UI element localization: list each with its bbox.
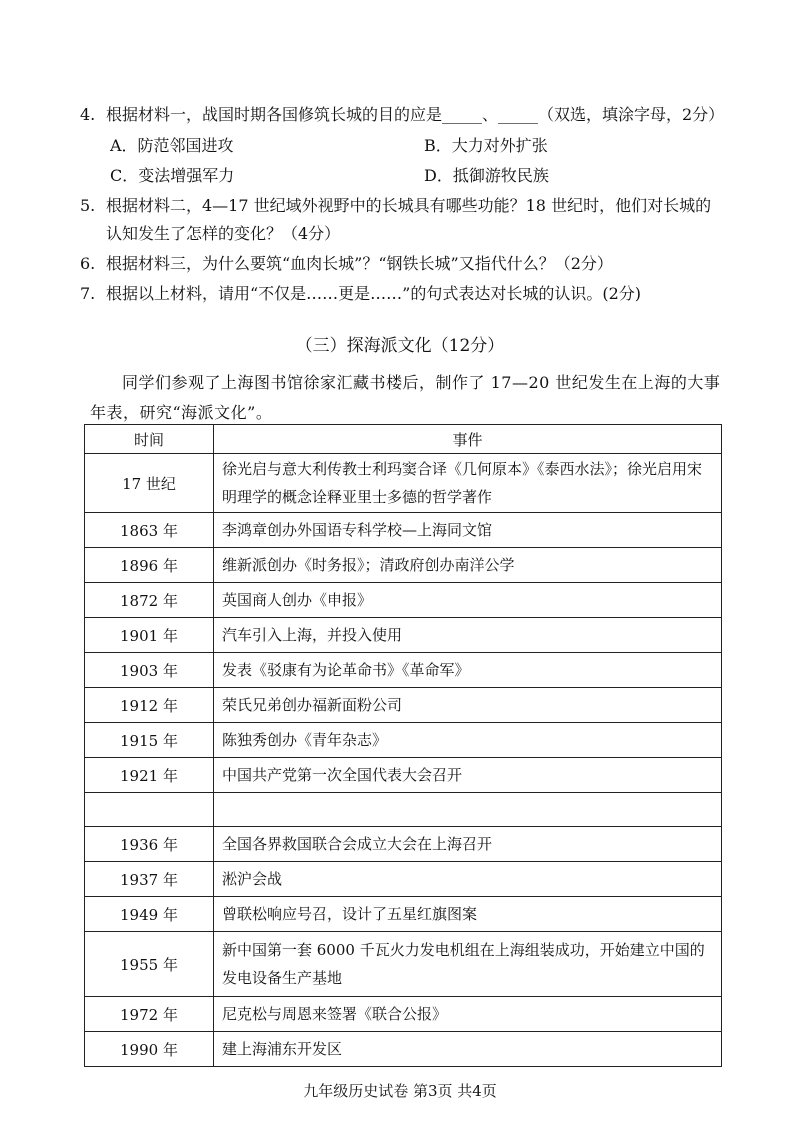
question-text: 根据以上材料，请用“不仅是……更是……”的句式表达对长城的认识。(2分)	[106, 284, 642, 303]
row-event	[214, 793, 722, 827]
question-6	[80, 250, 730, 278]
row-event: 陈独秀创办《青年杂志》	[214, 723, 722, 758]
table-row	[85, 897, 722, 932]
row-event: 建上海浦东开发区	[214, 1032, 722, 1067]
option-c: C．变法增强军力	[110, 166, 235, 185]
row-time: 1955 年	[85, 932, 214, 997]
row-time: 1972 年	[85, 997, 214, 1032]
section-title: （三）探海派文化（12分）	[295, 336, 505, 356]
header-time: 时间	[85, 425, 214, 454]
table-row	[85, 583, 722, 618]
events-table	[84, 424, 722, 1067]
page-footer: 九年级历史试卷 第3页 共4页	[303, 1082, 497, 1100]
row-event: 维新派创办《时务报》；清政府创办南洋公学	[214, 548, 722, 583]
row-event: 全国各界救国联合会成立大会在上海召开	[214, 827, 722, 862]
option-d: D．抵御游牧民族	[424, 166, 549, 185]
row-time: 1863 年	[85, 513, 214, 548]
row-event: 中国共产党第一次全国代表大会召开	[214, 758, 722, 793]
row-time: 1901 年	[85, 618, 214, 653]
table-row	[85, 513, 722, 548]
row-event: 荣氏兄弟创办福新面粉公司	[214, 688, 722, 723]
question-number: 4.	[80, 105, 96, 124]
question-text: 根据材料三，为什么要筑“血肉长城”？“钢铁长城”又指代什么？（2分）	[106, 254, 613, 273]
table-row-blank	[85, 793, 722, 827]
row-event: 汽车引入上海，并投入使用	[214, 618, 722, 653]
table-row	[85, 454, 722, 513]
question-number: 7.	[80, 284, 96, 303]
table-row	[85, 827, 722, 862]
option-a: A．防范邻国进攻	[110, 136, 234, 155]
table-row	[85, 997, 722, 1032]
option-b: B．大力对外扩张	[424, 136, 548, 155]
row-time: 1990 年	[85, 1032, 214, 1067]
row-event: 新中国第一套 6000 千瓦火力发电机组在上海组装成功，开始建立中国的发电设备生产基地	[214, 932, 722, 997]
question-number: 6.	[80, 254, 96, 273]
section-intro: 同学们参观了上海图书馆徐家汇藏书楼后，制作了 17—20 世纪发生在上海的大事年表，研究“海派文化”。	[90, 373, 721, 422]
row-event: 李鸿章创办外国语专科学校—上海同文馆	[214, 513, 722, 548]
question-text: 根据材料二，4—17 世纪域外视野中的长城具有哪些功能？18 世纪时，他们对长城的认知发生了怎样的变化？（4分）	[106, 196, 712, 243]
row-time: 1912 年	[85, 688, 214, 723]
table-row	[85, 688, 722, 723]
table-row	[85, 618, 722, 653]
row-event: 曾联松响应号召，设计了五星红旗图案	[214, 897, 722, 932]
row-event: 发表《驳康有为论革命书》《革命军》	[214, 653, 722, 688]
table-row	[85, 932, 722, 997]
question-7	[80, 280, 730, 308]
row-time: 1896 年	[85, 548, 214, 583]
row-time: 1937 年	[85, 862, 214, 897]
row-time: 1936 年	[85, 827, 214, 862]
question-4	[80, 101, 730, 129]
row-time: 1872 年	[85, 583, 214, 618]
table-row	[85, 758, 722, 793]
table-row	[85, 723, 722, 758]
row-event: 英国商人创办《申报》	[214, 583, 722, 618]
row-time: 1903 年	[85, 653, 214, 688]
question-text: 根据材料一，战国时期各国修筑长城的目的应是_____、_____（双选，填涂字母，2分）	[106, 105, 725, 124]
header-event: 事件	[214, 425, 722, 454]
row-time: 1915 年	[85, 723, 214, 758]
row-time: 1921 年	[85, 758, 214, 793]
row-time: 17 世纪	[85, 454, 214, 513]
row-event: 尼克松与周恩来签署《联合公报》	[214, 997, 722, 1032]
table-row	[85, 1032, 722, 1067]
row-time: 1949 年	[85, 897, 214, 932]
question-number: 5.	[80, 196, 96, 215]
table-row	[85, 862, 722, 897]
table-header-row	[85, 425, 722, 454]
row-event: 徐光启与意大利传教士利玛窦合译《几何原本》《泰西水法》；徐光启用宋明理学的概念诠释亚里士多德的哲学著作	[214, 454, 722, 513]
table-row	[85, 548, 722, 583]
row-event: 淞沪会战	[214, 862, 722, 897]
row-time	[85, 793, 214, 827]
table-row	[85, 653, 722, 688]
